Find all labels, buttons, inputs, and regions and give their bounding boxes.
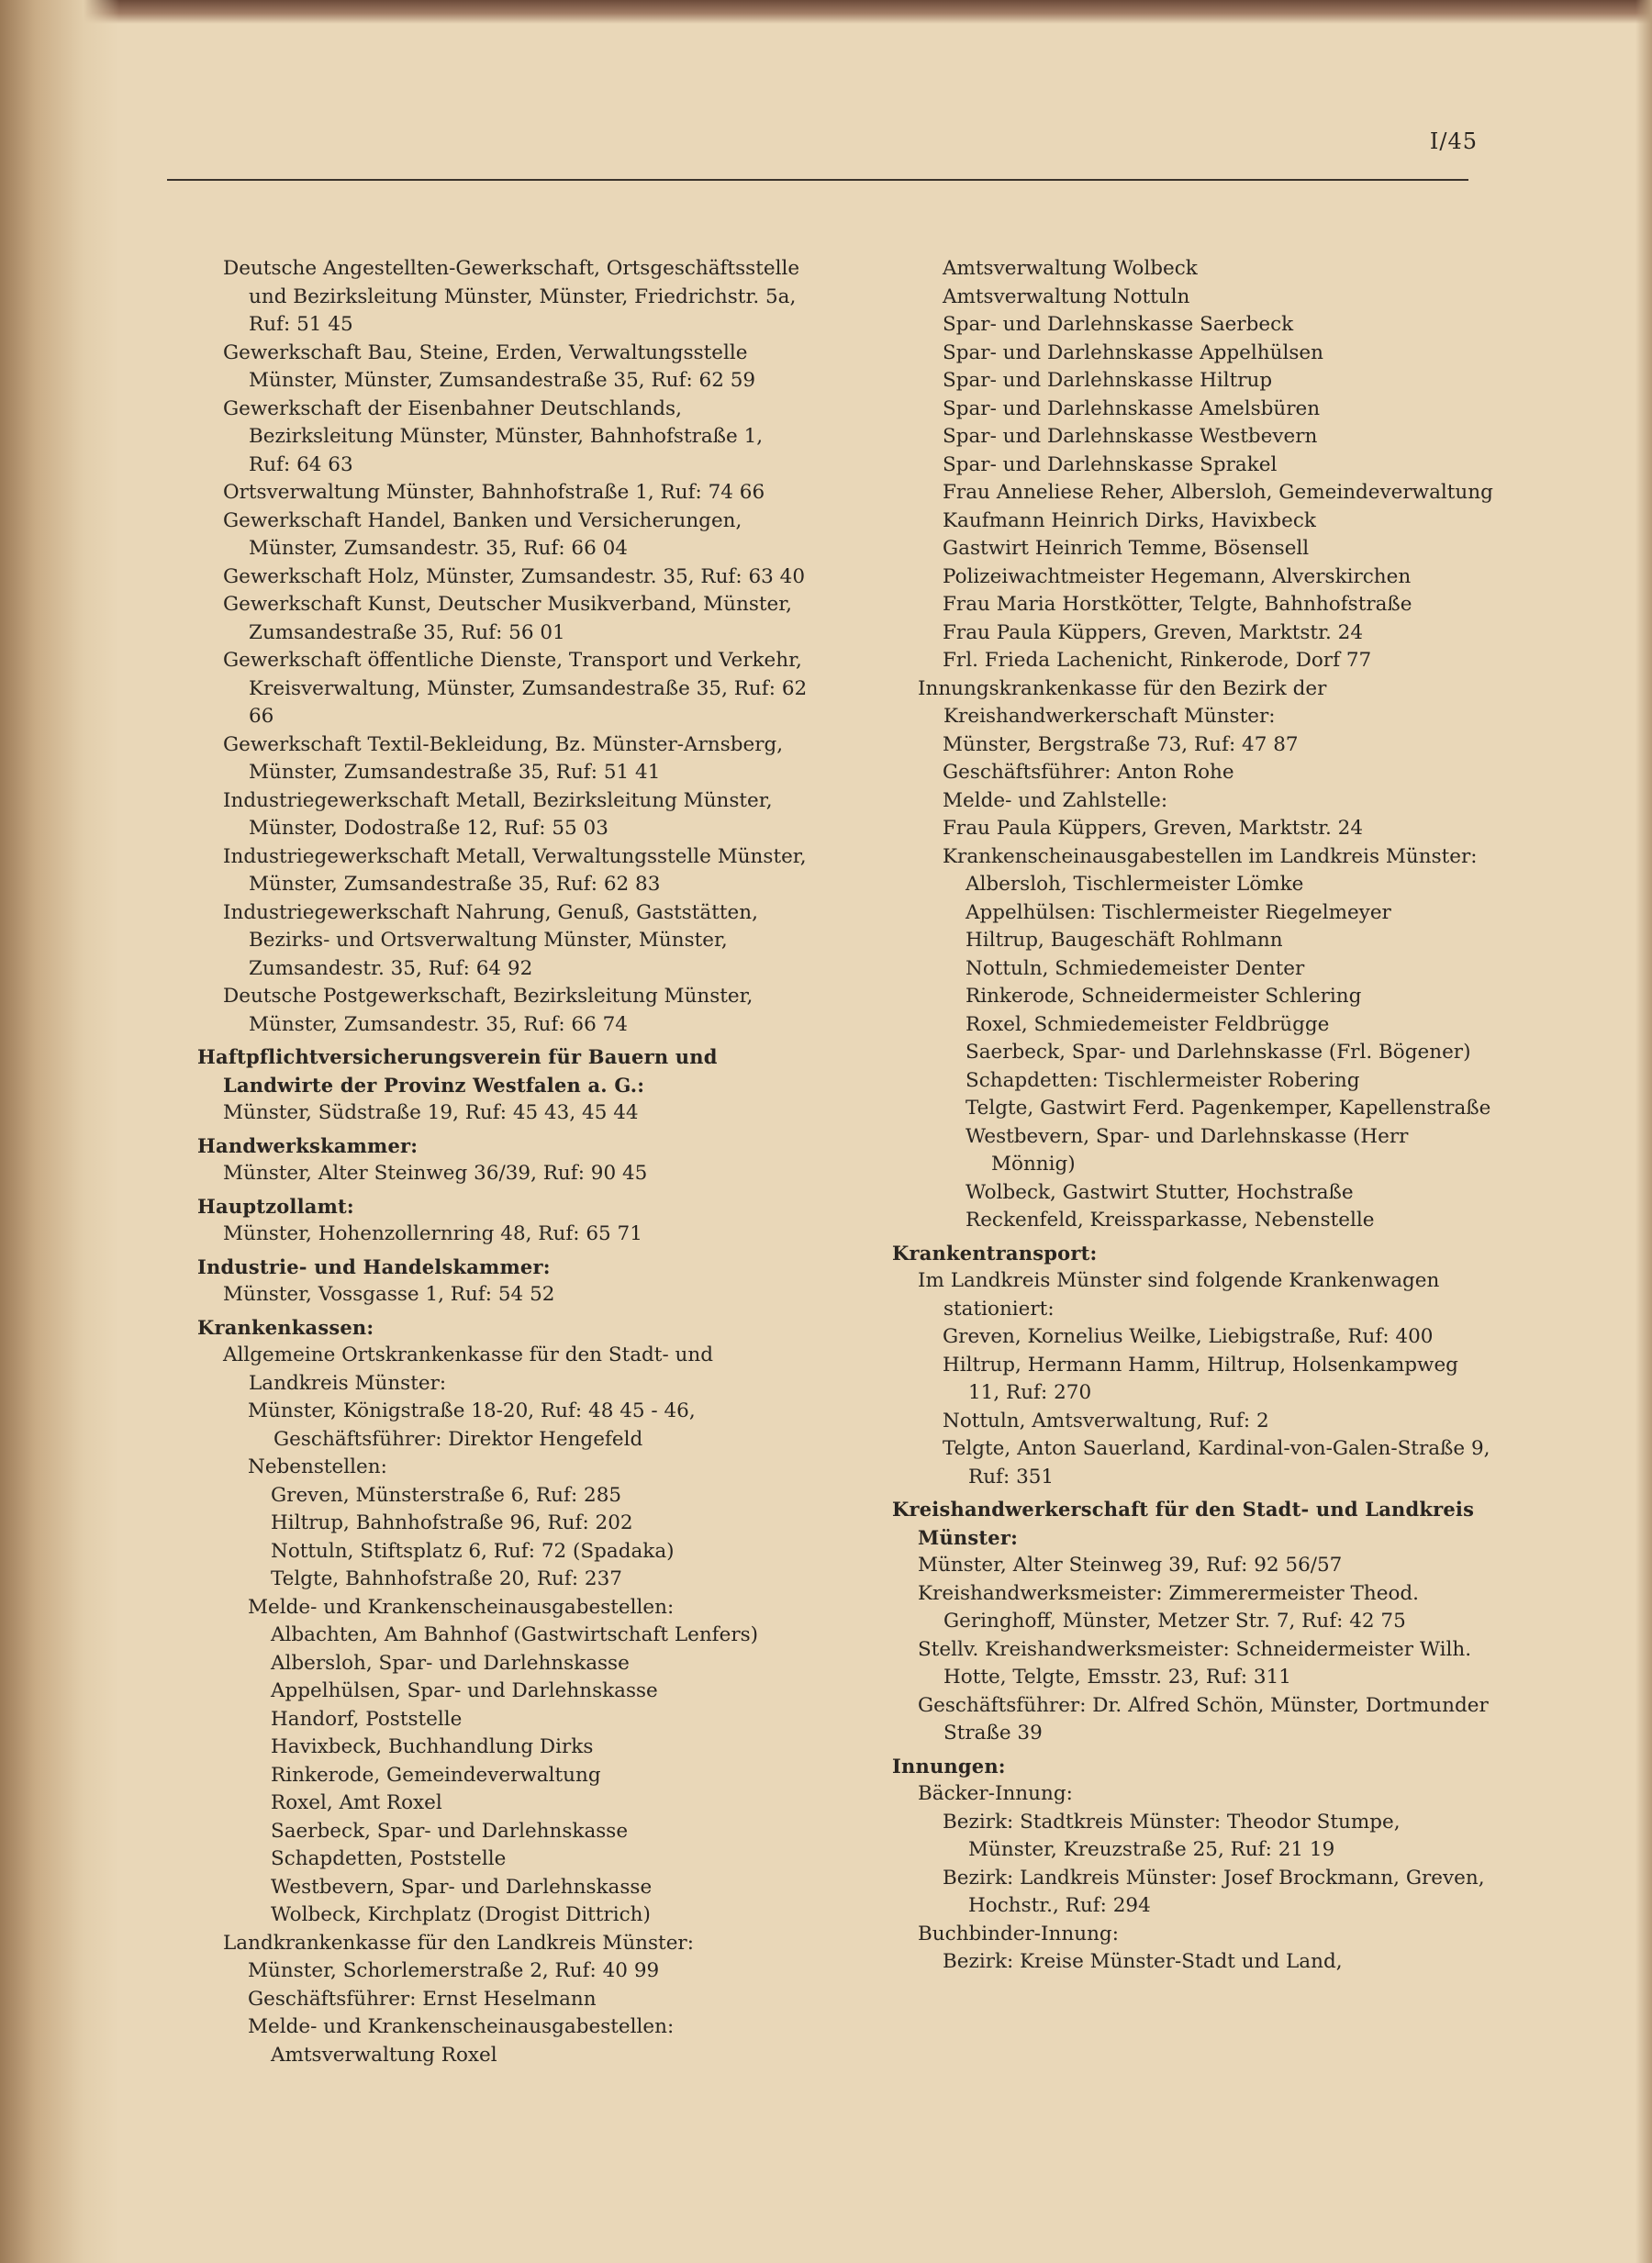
book-binding-shadow bbox=[0, 0, 119, 2263]
directory-entry: Nottuln, Amtsverwaltung, Ruf: 2 bbox=[943, 1409, 1269, 1432]
directory-entry: Gewerkschaft öffentliche Dienste, Transport und Verkehr, Kreisverwaltung, Münster, Zumsandestraße 35, Ruf: 62 66 bbox=[223, 649, 808, 728]
directory-entry: Melde- und Zahlstelle: bbox=[943, 788, 1168, 812]
header-rule bbox=[167, 179, 1468, 181]
directory-entry: Schapdetten, Poststelle bbox=[271, 1847, 507, 1870]
directory-entry: Gewerkschaft Kunst, Deutscher Musikverband, Münster, Zumsandestraße 35, Ruf: 56 01 bbox=[223, 593, 792, 644]
directory-entry: Amtsverwaltung Nottuln bbox=[943, 284, 1190, 308]
directory-entry: Handorf, Poststelle bbox=[271, 1707, 463, 1731]
page-edge-top bbox=[0, 0, 1652, 24]
directory-entry: Kaufmann Heinrich Dirks, Havixbeck bbox=[943, 508, 1316, 532]
directory-entry: Spar- und Darlehnskasse Westbevern bbox=[943, 425, 1318, 448]
directory-entry: Nebenstellen: bbox=[248, 1455, 387, 1478]
directory-entry: Nottuln, Schmiedemeister Denter bbox=[966, 956, 1305, 980]
directory-entry: Bäcker-Innung: bbox=[918, 1782, 1073, 1805]
page-edge-right bbox=[1635, 0, 1652, 2263]
directory-entry: Nottuln, Stiftsplatz 6, Ruf: 72 (Spadaka) bbox=[271, 1539, 675, 1563]
right-column bbox=[892, 255, 1493, 1977]
left-column bbox=[197, 255, 808, 2069]
directory-entry: Polizeiwachtmeister Hegemann, Alverskirchen bbox=[943, 564, 1412, 588]
directory-entry: Innungskrankenkasse für den Bezirk der Kreishandwerkerschaft Münster: bbox=[918, 676, 1327, 728]
directory-entry: Geschäftsführer: Dr. Alfred Schön, Münster, Dortmunder Straße 39 bbox=[918, 1693, 1489, 1745]
directory-entry: Telgte, Bahnhofstraße 20, Ruf: 237 bbox=[271, 1567, 622, 1590]
directory-entry: Albersloh, Tischlermeister Lömke bbox=[966, 873, 1304, 896]
directory-entry: Gewerkschaft Bau, Steine, Erden, Verwaltungsstelle Münster, Münster, Zumsandestraße 35, Ruf: 62 59 bbox=[223, 340, 756, 392]
directory-entry: Münster, Alter Steinweg 39, Ruf: 92 56/57 bbox=[918, 1554, 1343, 1577]
directory-entry: Im Landkreis Münster sind folgende Krankenwagen stationiert: bbox=[918, 1269, 1440, 1321]
directory-entry: Reckenfeld, Kreissparkasse, Nebenstelle bbox=[966, 1209, 1375, 1232]
directory-entry: Deutsche Postgewerkschaft, Bezirksleitung Münster, Münster, Zumsandestr. 35, Ruf: 66 74 bbox=[223, 985, 753, 1036]
section-heading: Handwerkskammer: bbox=[197, 1133, 419, 1157]
directory-entry: Schapdetten: Tischlermeister Robering bbox=[966, 1068, 1360, 1092]
directory-entry: Münster, Bergstraße 73, Ruf: 47 87 bbox=[943, 732, 1299, 756]
directory-entry: Gewerkschaft Holz, Münster, Zumsandestr. 35, Ruf: 63 40 bbox=[223, 564, 806, 588]
directory-entry: Industriegewerkschaft Nahrung, Genuß, Gaststätten, Bezirks- und Ortsverwaltung Münster, Münster, Zumsandestr. 35, Ruf: 64 92 bbox=[223, 900, 758, 980]
directory-entry: Albachten, Am Bahnhof (Gastwirtschaft Lenfers) bbox=[271, 1623, 759, 1646]
directory-entry: Melde- und Krankenscheinausgabestellen: bbox=[248, 2015, 675, 2038]
directory-entry: Rinkerode, Schneidermeister Schlering bbox=[966, 985, 1362, 1008]
directory-entry: Gastwirt Heinrich Temme, Bösensell bbox=[943, 537, 1310, 560]
directory-entry: Spar- und Darlehnskasse Saerbeck bbox=[943, 313, 1294, 336]
directory-entry: Westbevern, Spar- und Darlehnskasse bbox=[271, 1875, 653, 1899]
directory-entry: Allgemeine Ortskrankenkasse für den Stadt- und Landkreis Münster: bbox=[223, 1343, 714, 1395]
directory-entry: Spar- und Darlehnskasse Amelsbüren bbox=[943, 396, 1321, 420]
directory-entry: Spar- und Darlehnskasse Appelhülsen bbox=[943, 340, 1323, 364]
directory-entry: Wolbeck, Gastwirt Stutter, Hochstraße bbox=[966, 1180, 1354, 1204]
directory-entry: Kreishandwerksmeister: Zimmerermeister Theod. Geringhoff, Münster, Metzer Str. 7, Ruf: 42 75 bbox=[918, 1581, 1419, 1633]
directory-entry: Münster, Königstraße 18-20, Ruf: 48 45 - 46, Geschäftsführer: Direktor Hengefeld bbox=[248, 1399, 696, 1451]
section-heading: Krankenkassen: bbox=[197, 1315, 374, 1339]
section-heading: Hauptzollamt: bbox=[197, 1194, 354, 1218]
directory-entry: Appelhülsen: Tischlermeister Riegelmeyer bbox=[966, 900, 1391, 924]
directory-entry: Telgte, Anton Sauerland, Kardinal-von-Galen-Straße 9, Ruf: 351 bbox=[943, 1437, 1490, 1488]
directory-entry: Frau Paula Küppers, Greven, Marktstr. 24 bbox=[943, 620, 1364, 644]
directory-entry: Saerbeck, Spar- und Darlehnskasse bbox=[271, 1819, 629, 1843]
directory-entry: Hiltrup, Bahnhofstraße 96, Ruf: 202 bbox=[271, 1511, 633, 1534]
directory-entry: Deutsche Angestellten-Gewerkschaft, Ortsgeschäftsstelle und Bezirksleitung Münster, Münster, Friedrichstr. 5a, Ruf: 51 45 bbox=[223, 257, 800, 336]
section-heading: Kreishandwerkerschaft für den Stadt- und Landkreis Münster: bbox=[892, 1498, 1475, 1549]
directory-entry: Buchbinder-Innung: bbox=[918, 1922, 1119, 1945]
directory-entry: Münster, Schorlemerstraße 2, Ruf: 40 99 bbox=[248, 1959, 660, 1982]
directory-entry: Industriegewerkschaft Metall, Verwaltungsstelle Münster, Münster, Zumsandestraße 35, Ruf: 62 83 bbox=[223, 844, 807, 896]
directory-entry: Telgte, Gastwirt Ferd. Pagenkemper, Kapellenstraße bbox=[966, 1097, 1491, 1120]
section-heading: Innungen: bbox=[892, 1754, 1006, 1778]
directory-entry: Westbevern, Spar- und Darlehnskasse (Herr Mönnig) bbox=[966, 1124, 1409, 1176]
directory-entry: Münster, Südstraße 19, Ruf: 45 43, 45 44 bbox=[223, 1101, 639, 1124]
directory-entry: Wolbeck, Kirchplatz (Drogist Dittrich) bbox=[271, 1903, 651, 1926]
directory-entry: Industriegewerkschaft Metall, Bezirksleitung Münster, Münster, Dodostraße 12, Ruf: 55 03 bbox=[223, 788, 773, 840]
directory-entry: Ortsverwaltung Münster, Bahnhofstraße 1, Ruf: 74 66 bbox=[223, 481, 765, 504]
directory-entry: Krankenscheinausgabestellen im Landkreis Münster: bbox=[943, 844, 1478, 868]
directory-entry: Hiltrup, Hermann Hamm, Hiltrup, Holsenkampweg 11, Ruf: 270 bbox=[943, 1353, 1458, 1404]
directory-entry: Geschäftsführer: Ernst Heselmann bbox=[248, 1987, 597, 2011]
directory-entry: Frau Maria Horstkötter, Telgte, Bahnhofstraße bbox=[943, 593, 1412, 616]
directory-entry: Amtsverwaltung Wolbeck bbox=[943, 257, 1198, 280]
directory-entry: Bezirk: Landkreis Münster: Josef Brockmann, Greven, Hochstr., Ruf: 294 bbox=[943, 1866, 1485, 1917]
directory-entry: Stellv. Kreishandwerksmeister: Schneidermeister Wilh. Hotte, Telgte, Emsstr. 23, Ruf: 311 bbox=[918, 1637, 1472, 1689]
directory-entry: Münster, Hohenzollernring 48, Ruf: 65 71 bbox=[223, 1222, 642, 1245]
directory-entry: Münster, Vossgasse 1, Ruf: 54 52 bbox=[223, 1283, 555, 1306]
directory-entry: Gewerkschaft Textil-Bekleidung, Bz. Münster-Arnsberg, Münster, Zumsandestraße 35, Ruf: 51 41 bbox=[223, 732, 784, 784]
directory-entry: Rinkerode, Gemeindeverwaltung bbox=[271, 1763, 601, 1787]
directory-entry: Gewerkschaft Handel, Banken und Versicherungen, Münster, Zumsandestr. 35, Ruf: 66 04 bbox=[223, 508, 742, 560]
section-heading: Krankentransport: bbox=[892, 1241, 1098, 1265]
directory-entry: Roxel, Amt Roxel bbox=[271, 1791, 442, 1814]
directory-entry: Spar- und Darlehnskasse Sprakel bbox=[943, 452, 1278, 476]
section-heading: Haftpflichtversicherungsverein für Bauern und Landwirte der Provinz Westfalen a. G.: bbox=[197, 1045, 718, 1097]
directory-entry: Bezirk: Stadtkreis Münster: Theodor Stumpe, Münster, Kreuzstraße 25, Ruf: 21 19 bbox=[943, 1810, 1401, 1861]
page-number: I/45 bbox=[1429, 128, 1478, 154]
directory-entry: Amtsverwaltung Roxel bbox=[271, 2043, 497, 2067]
directory-entry: Havixbeck, Buchhandlung Dirks bbox=[271, 1735, 594, 1758]
directory-entry: Frau Anneliese Reher, Albersloh, Gemeindeverwaltung bbox=[943, 481, 1493, 504]
directory-entry: Roxel, Schmiedemeister Feldbrügge bbox=[966, 1012, 1330, 1036]
directory-entry: Saerbeck, Spar- und Darlehnskasse (Frl. Bögener) bbox=[966, 1041, 1471, 1064]
directory-entry: Greven, Kornelius Weilke, Liebigstraße, Ruf: 400 bbox=[943, 1325, 1434, 1348]
directory-entry: Hiltrup, Baugeschäft Rohlmann bbox=[966, 929, 1283, 952]
directory-entry: Bezirk: Kreise Münster-Stadt und Land, bbox=[943, 1950, 1343, 1973]
directory-entry: Frau Paula Küppers, Greven, Marktstr. 24 bbox=[943, 817, 1364, 840]
directory-entry: Frl. Frieda Lachenicht, Rinkerode, Dorf 77 bbox=[943, 649, 1372, 672]
directory-entry: Spar- und Darlehnskasse Hiltrup bbox=[943, 369, 1273, 392]
directory-entry: Landkrankenkasse für den Landkreis Münster: bbox=[223, 1931, 694, 1955]
directory-entry: Münster, Alter Steinweg 36/39, Ruf: 90 45 bbox=[223, 1162, 648, 1185]
section-heading: Industrie- und Handelskammer: bbox=[197, 1254, 551, 1278]
directory-entry: Albersloh, Spar- und Darlehnskasse bbox=[271, 1651, 630, 1675]
directory-entry: Gewerkschaft der Eisenbahner Deutschlands, Bezirksleitung Münster, Münster, Bahnhofstraße 1, Ruf: 64 63 bbox=[223, 396, 764, 476]
directory-entry: Appelhülsen, Spar- und Darlehnskasse bbox=[271, 1679, 658, 1702]
directory-entry: Geschäftsführer: Anton Rohe bbox=[943, 761, 1234, 784]
directory-entry: Melde- und Krankenscheinausgabestellen: bbox=[248, 1595, 675, 1619]
directory-entry: Greven, Münsterstraße 6, Ruf: 285 bbox=[271, 1483, 622, 1507]
